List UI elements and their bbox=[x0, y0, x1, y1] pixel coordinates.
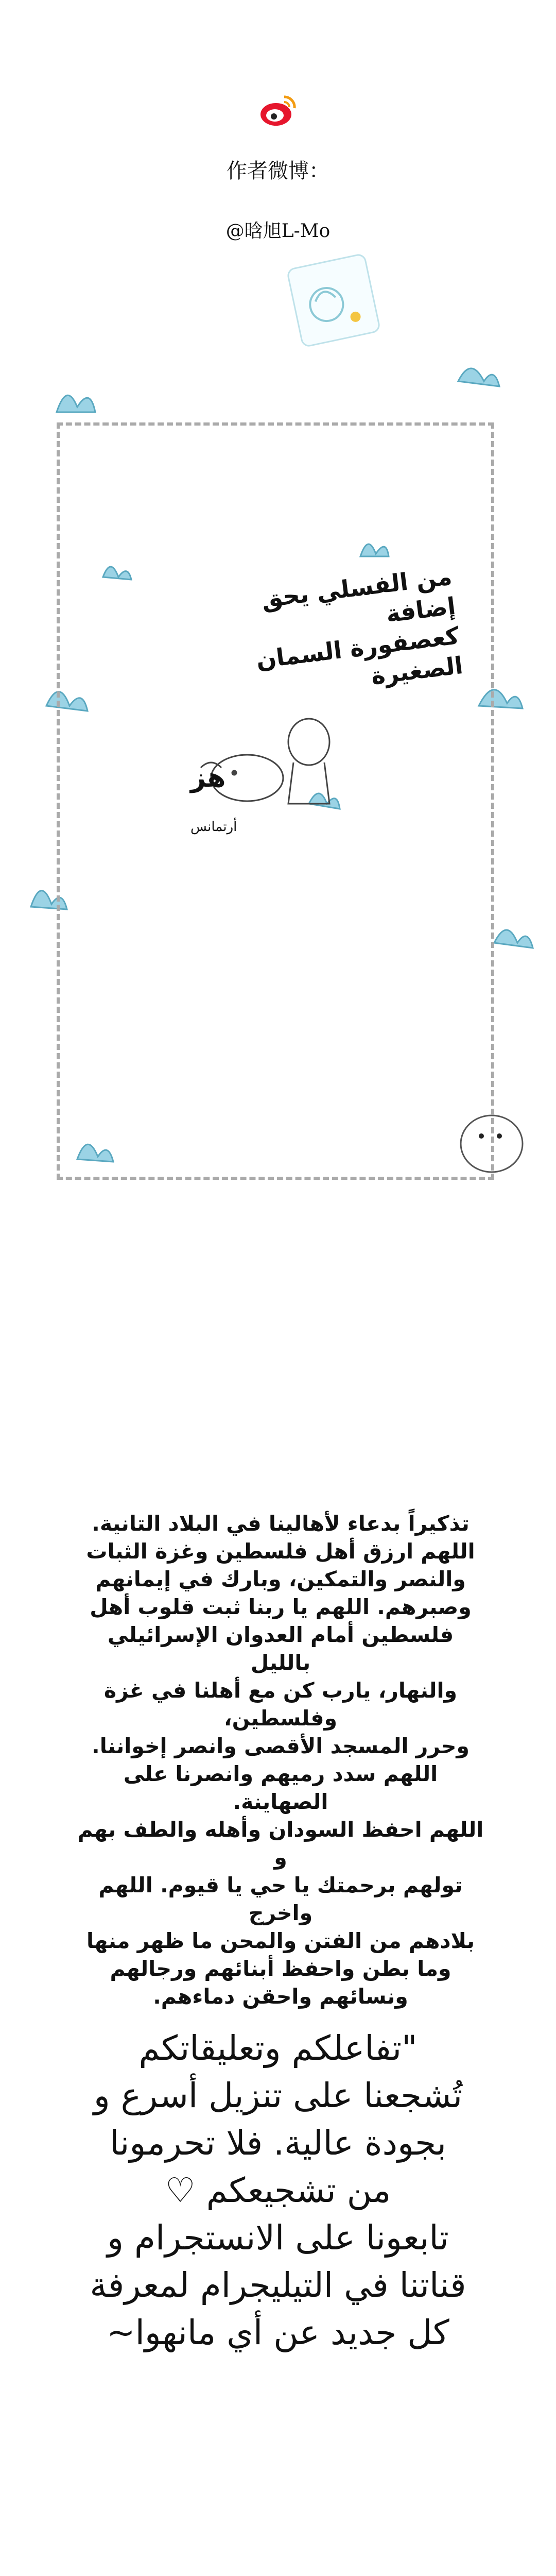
author-handle: @晗旭L-Mo bbox=[225, 221, 331, 242]
credit-name: هز bbox=[190, 762, 226, 793]
chapter-title: من الفسلي يحق إضافة كعصفورة السمان الصغيرة bbox=[254, 562, 464, 690]
credit-role: أرتمانس bbox=[190, 819, 237, 835]
support-message: "تفاعلكم وتعليقاتكم تُشجعنا على تنزيل أسرع و بجودة عالية. فلا تحرمونا من تشجيعكم ♡ تابعونا على الانستجرام و قناتنا في التيليجرام لمعرفة كل جديد عن أي مانهوا~ bbox=[90, 2028, 466, 2352]
prayer-text: تذكيراً بدعاء لأهالينا في البلاد التانية. اللهم ارزق أهل فلسطين وغزة الثبات والنصر والتمكين، وبارك في إيمانهم وصبرهم. اللهم يا ربنا ثبت قلوب أهل فلسطين أمام العدوان الإسرائيلي بالليل والنهار، يارب كن مع أهلنا في غزة وفلسطين، وحرر المسجد الأقصى وانصر إخواننا. اللهم سدد رميهم وانصرنا على الصهاينة. اللهم احفظ السودان وأهله والطف بهم و تولهم برحمتك يا حي يا قيوم. اللهم واخرج بلادهم من الفتن والمحن ما ظهر منها وما بطن واحفظ أبنائهم ورجالهم ونسائهم واحقن دماءهم. bbox=[77, 1511, 484, 2009]
author-label: 作者微博： bbox=[227, 159, 329, 183]
chibi-illustration bbox=[185, 701, 355, 819]
